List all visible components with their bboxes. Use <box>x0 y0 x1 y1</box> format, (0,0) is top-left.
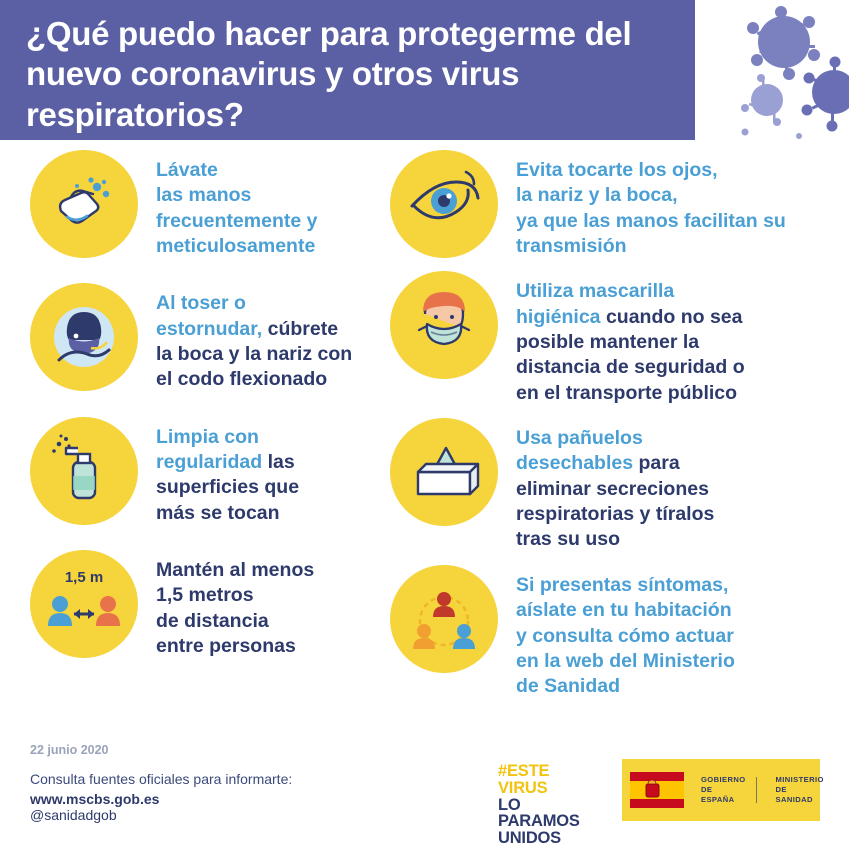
icon-bubble <box>30 550 138 658</box>
social-distance-icon <box>36 556 132 652</box>
tip-line: frecuentemente y <box>156 209 318 232</box>
tip-line: distancia de seguridad o <box>516 356 745 379</box>
tip-line: el codo flexionado <box>156 368 328 391</box>
tip-text <box>516 150 790 259</box>
tip-line: Utiliza mascarilla <box>516 280 675 303</box>
tip-line: Limpia con <box>156 425 259 448</box>
social-handle[interactable]: @sanidadgob <box>30 807 117 823</box>
isolation-icon <box>402 577 486 661</box>
tip-text <box>156 417 386 526</box>
tip-line: en la web del Ministerio <box>516 649 735 672</box>
header-banner <box>0 0 695 140</box>
icon-bubble <box>30 150 138 258</box>
tip-clean-surfaces <box>30 417 430 526</box>
tip-disposable-tissues <box>390 418 790 553</box>
icon-bubble <box>30 283 138 391</box>
footer-note: Consulta fuentes oficiales para informarte: <box>30 771 293 787</box>
tip-text <box>156 550 386 659</box>
tip-line: Lávate <box>156 159 218 181</box>
divider <box>756 777 757 803</box>
cough-elbow-icon <box>45 298 123 376</box>
publication-date: 22 junio 2020 <box>30 743 109 757</box>
gobierno-text <box>701 775 746 806</box>
government-logo <box>622 759 824 821</box>
tip-line: más se tocan <box>156 501 280 524</box>
government-text-block <box>692 775 824 806</box>
tip-line: Mantén al menos <box>156 559 315 582</box>
tip-line: regularidad <box>156 451 268 474</box>
tip-line: entre personas <box>156 635 296 658</box>
tip-line: las manos <box>156 184 252 207</box>
tip-line: cúbrete <box>267 317 339 340</box>
icon-bubble <box>390 271 498 379</box>
spain-coat-of-arms-icon <box>630 772 684 808</box>
tip-text <box>516 271 790 406</box>
tip-line: transmisión <box>516 235 627 258</box>
official-website-link[interactable]: www.mscbs.gob.es <box>30 791 160 807</box>
tip-line: Usa pañuelos <box>516 427 643 450</box>
page-title: ¿Qué puedo hacer para protegerme del nuevo coronavirus y otros virus respiratorios? <box>26 15 632 133</box>
eye-icon <box>404 164 484 244</box>
coronavirus-illustration <box>649 0 849 150</box>
washing-hands-icon <box>47 167 121 241</box>
gobierno-line-2: DE ESPAÑA <box>701 784 735 805</box>
campaign-line-3: LO <box>498 795 521 814</box>
tip-line: eliminar secreciones <box>516 477 709 500</box>
tip-line: para <box>638 452 680 475</box>
tip-text <box>516 565 790 700</box>
tip-line: en el transporte público <box>516 381 738 404</box>
ministerio-text <box>776 775 824 806</box>
tip-text <box>516 418 790 553</box>
tip-text <box>156 283 386 392</box>
tip-line: estornudar, <box>156 317 268 340</box>
tip-line: desechables <box>516 452 639 475</box>
campaign-logo <box>498 763 580 847</box>
icon-bubble <box>390 565 498 673</box>
footer-info <box>30 743 292 823</box>
tip-line: Al toser o <box>156 292 246 315</box>
tip-line: las <box>267 451 295 474</box>
tip-line: la boca y la nariz con <box>156 343 353 366</box>
tip-line: ya que las manos facilitan su <box>516 209 786 232</box>
tip-use-mask <box>390 271 790 406</box>
tip-line: superficies que <box>156 476 300 499</box>
icon-bubble <box>390 150 498 258</box>
campaign-line-1: #ESTE <box>498 762 550 780</box>
tips-column-right <box>390 150 790 712</box>
tip-line: higiénica <box>516 305 606 328</box>
tip-line: tras su uso <box>516 528 621 551</box>
tip-line: Si presentas síntomas, <box>516 573 729 596</box>
tip-line: y consulta cómo actuar <box>516 624 734 647</box>
tip-wash-hands <box>30 150 430 259</box>
spray-bottle-icon <box>45 432 123 510</box>
face-mask-icon <box>405 286 483 364</box>
tip-line: aíslate en tu habitación <box>516 599 732 622</box>
campaign-line-5: UNIDOS <box>498 829 561 848</box>
tip-line: respiratorias y tíralos <box>516 503 715 526</box>
tissue-box-icon <box>404 432 484 512</box>
tip-line: de Sanidad <box>516 675 621 698</box>
icon-bubble <box>390 418 498 526</box>
campaign-line-2: VIRUS <box>498 778 548 797</box>
tip-line: cuando no sea <box>605 305 743 328</box>
tip-line: la nariz y la boca, <box>516 184 678 207</box>
campaign-line-4: PARAMOS <box>498 812 580 831</box>
footer <box>0 735 849 850</box>
tip-social-distance <box>30 550 430 659</box>
tip-avoid-face-touching <box>390 150 790 259</box>
tip-isolate-symptoms <box>390 565 790 700</box>
gobierno-line-1: GOBIERNO <box>701 774 746 784</box>
icon-bubble <box>30 417 138 525</box>
ministerio-line-2: DE SANIDAD <box>775 784 813 805</box>
tip-line: de distancia <box>156 609 269 632</box>
ministerio-line-1: MINISTERIO <box>775 774 824 784</box>
tip-text <box>156 150 386 259</box>
tip-line: posible mantener la <box>516 331 700 354</box>
distance-badge-label: 1,5 m <box>64 569 104 587</box>
tips-column-left <box>30 150 430 684</box>
tip-line: 1,5 metros <box>156 584 254 607</box>
tip-cough-elbow <box>30 283 430 392</box>
tip-line: meticulosamente <box>156 235 316 258</box>
tips-grid <box>0 150 849 730</box>
tip-line: Evita tocarte los ojos, <box>516 159 718 181</box>
